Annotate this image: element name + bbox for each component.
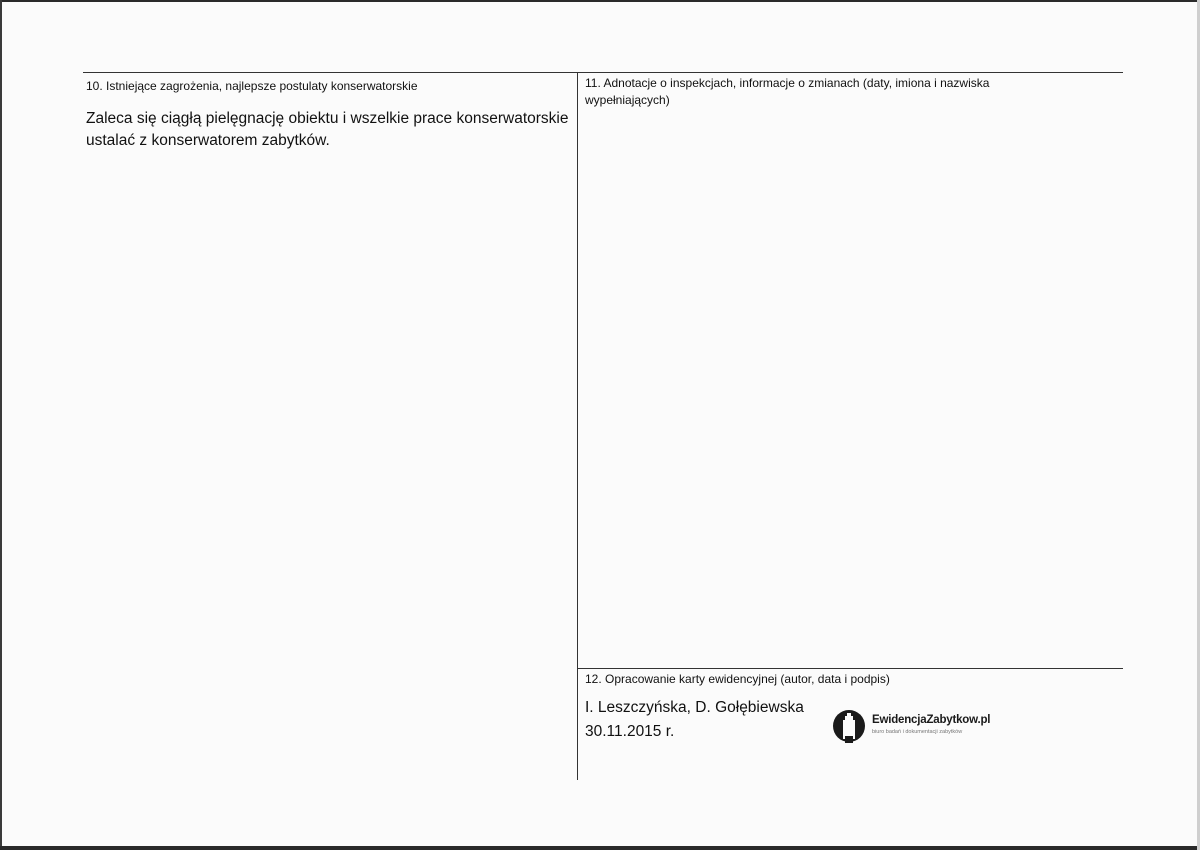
- logo-name: EwidencjaZabytkow.pl: [872, 714, 991, 726]
- section-12-date: 30.11.2015 r.: [585, 723, 675, 740]
- section-10-content: Zaleca się ciągłą pielęgnację obiektu i wszelkie prace konserwatorskie ustalać z konserwatorem zabytków.: [86, 110, 569, 149]
- section-12-top-rule: [577, 668, 1123, 669]
- scan-edge-bottom: [0, 846, 1200, 850]
- section-11-label: 11. Adnotacje o inspekcjach, informacje o zmianach (daty, imiona i nazwiska wypełniających): [585, 76, 990, 107]
- section-12-authors: I. Leszczyńska, D. Gołębiewska: [585, 699, 804, 716]
- column-divider: [577, 72, 578, 780]
- monument-silhouette-icon: [832, 709, 866, 743]
- form-top-rule: [83, 72, 1123, 73]
- scan-edge-top: [0, 0, 1200, 2]
- section-12-label: 12. Opracowanie karty ewidencyjnej (autor, data i podpis): [585, 672, 890, 686]
- logo-tagline: biuro badań i dokumentacji zabytków: [872, 729, 963, 735]
- company-logo: [832, 709, 1002, 743]
- scan-edge-left: [0, 0, 2, 850]
- section-10-label: 10. Istniejące zagrożenia, najlepsze postulaty konserwatorskie: [86, 79, 418, 93]
